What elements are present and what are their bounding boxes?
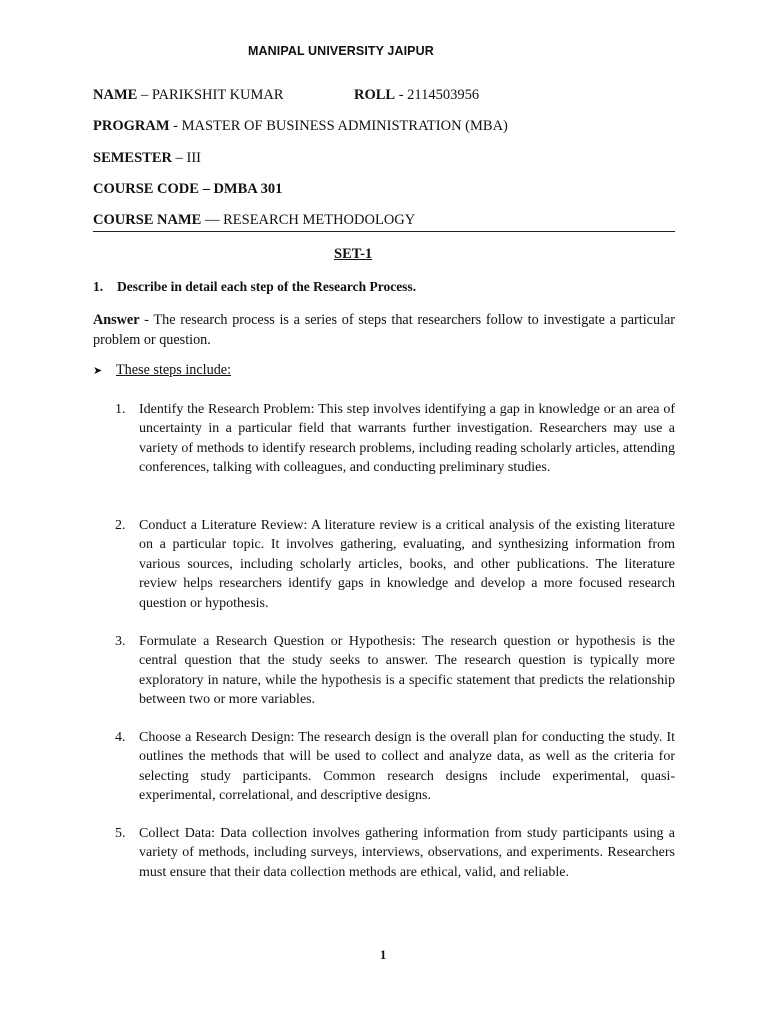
answer-paragraph xyxy=(93,310,675,350)
arrow-bullet-icon: ➤ xyxy=(93,365,103,377)
list-item-text: Choose a Research Design: The research design is the overall plan for conducting the study. It outlines the methods that will be used to collect and analyze data, as well as the criteria for selecting study participants. Common research designs include experimental, quasi-experimental, correlational, and descriptive designs. xyxy=(139,730,675,804)
course-name-value: — RESEARCH METHODOLOGY xyxy=(204,212,416,228)
list-item-text: Identify the Research Problem: This step involves identifying a gap in knowledge or an area of uncertainty in a particular field that warrants further investigation. Researchers may use a variety of methods to identify research problems, including reading scholarly articles, attending conferences, talking with colleagues, and conducting preliminary studies. xyxy=(139,402,675,476)
question-text: Describe in detail each step of the Research Process. xyxy=(117,279,417,294)
answer-label: Answer xyxy=(93,312,140,328)
list-item-text: Collect Data: Data collection involves gathering information from study participants using a variety of methods, including surveys, interviews, observations, and experiments. Researchers must ensure that their data collection methods are ethical, valid, and reliable. xyxy=(139,826,675,880)
program-line xyxy=(93,118,508,135)
university-heading: MANIPAL UNIVERSITY JAIPUR xyxy=(248,44,434,58)
list-item-number: 4. xyxy=(115,730,126,745)
list-item-text: Conduct a Literature Review: A literature review is a critical analysis of the existing literature on a particular topic. It involves gathering, evaluating, and synthesizing information from various sources, including scholarly articles, books, and other publications. The literature review helps researchers identify gaps in knowledge and develop a more focused research question or hypothesis. xyxy=(139,518,675,611)
list-item xyxy=(115,728,675,806)
steps-heading xyxy=(93,362,231,379)
list-item xyxy=(115,516,675,613)
list-item-number: 5. xyxy=(115,826,126,841)
course-code-label: COURSE CODE – DMBA 301 xyxy=(93,181,283,197)
page-number: 1 xyxy=(380,948,387,962)
program-value: - MASTER OF BUSINESS ADMINISTRATION (MBA) xyxy=(173,118,508,134)
header-divider xyxy=(93,231,675,232)
semester-label: SEMESTER xyxy=(93,150,172,166)
semester-line xyxy=(93,150,201,167)
answer-text: - The research process is a series of steps that researchers follow to investigate a particular problem or question. xyxy=(93,312,676,348)
list-item xyxy=(115,824,675,882)
steps-heading-label: These steps include: xyxy=(116,362,232,378)
list-item-number: 3. xyxy=(115,634,126,649)
roll-value: - 2114503956 xyxy=(398,87,480,103)
course-name-line xyxy=(93,212,415,229)
question-heading xyxy=(93,279,416,295)
semester-value: – III xyxy=(175,150,201,166)
course-code-line xyxy=(93,181,282,198)
name-value: – PARIKSHIT KUMAR xyxy=(140,87,284,103)
set-title: SET-1 xyxy=(334,246,373,262)
list-item-number: 1. xyxy=(115,402,126,417)
program-label: PROGRAM xyxy=(93,118,170,134)
name-line xyxy=(93,87,284,104)
roll-label: ROLL xyxy=(354,87,396,103)
name-label: NAME xyxy=(93,87,138,103)
list-item xyxy=(115,632,675,710)
roll-line xyxy=(354,87,479,104)
course-name-label: COURSE NAME xyxy=(93,212,202,228)
list-item-number: 2. xyxy=(115,518,126,533)
list-item-text: Formulate a Research Question or Hypothesis: The research question or hypothesis is the central question that the study seeks to answer. The research question is typically more exploratory in nature, while the hypothesis is a specific statement that predicts the relationship between two or more variables. xyxy=(139,634,675,708)
list-item xyxy=(115,400,675,478)
question-number: 1. xyxy=(93,279,104,294)
